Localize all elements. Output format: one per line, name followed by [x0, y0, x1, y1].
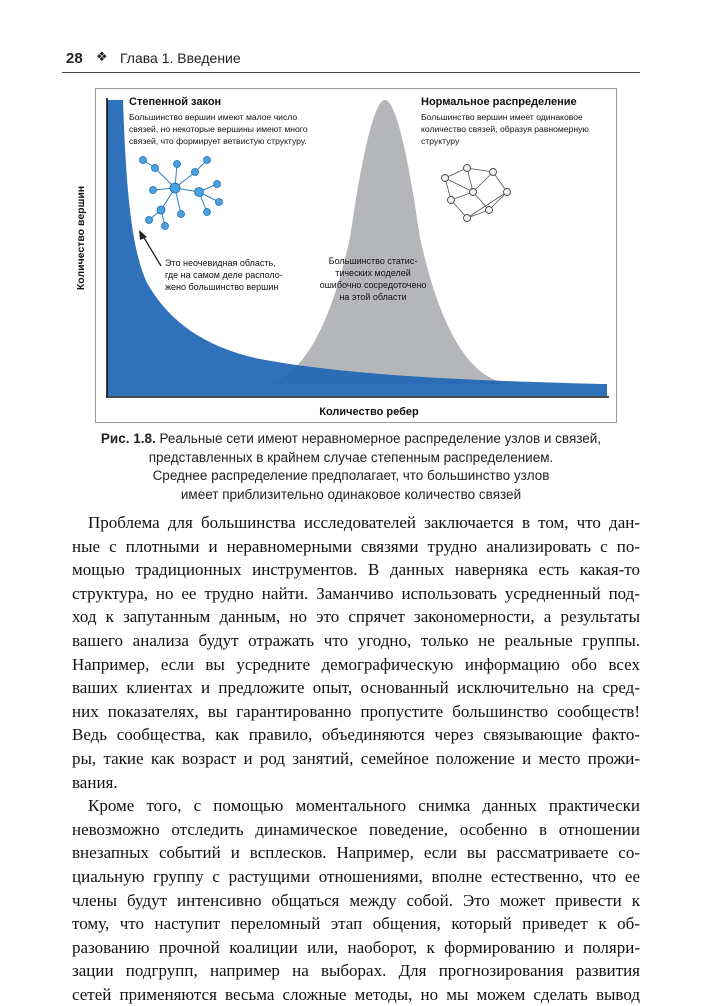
x-axis-label: Количество ребер — [319, 406, 419, 418]
caption-text: Реальные сети имеют неравномерное распределение узлов и связей, — [159, 431, 602, 446]
caption-line: Среднее распределение предполагает, что большинство узлов — [152, 468, 550, 483]
text-line: члены будут интенсивно общаться между собой. Это может привести к — [72, 890, 640, 910]
annotation-left-3: жено большинство вершин — [165, 282, 279, 292]
annotation-center-4: на этой области — [339, 292, 407, 302]
figure-chart — [75, 88, 617, 423]
power-law-desc-1: Большинство вершин имеют малое число — [129, 112, 298, 122]
text-line: зации подгрупп, например на выборах. Для прогнозирования развития — [72, 961, 640, 981]
text-line: ваших клиентах и предложите опыт, основанный исключительно на сред- — [72, 678, 640, 698]
normal-dist-desc-3: структуру — [421, 136, 460, 146]
text-line: ры, такие как возраст и род занятий, семейное положение и место прожи- — [72, 748, 640, 768]
text-line: Например, если вы усредните демографическую информацию обо всех — [72, 654, 640, 674]
page-number: 28 — [66, 50, 83, 67]
text-line: них показателях, вы гарантированно пропустите большинство сообществ! — [72, 701, 640, 721]
text-line: Проблема для большинства исследователей заключается в том, что дан- — [88, 513, 640, 532]
text-line: невозможно отследить динамическое поведение, особенно в отношении — [72, 819, 640, 839]
annotation-center-3: ошибочно сосредоточено — [319, 280, 427, 290]
paragraph-2 — [72, 794, 640, 1006]
power-law-title: Степенной закон — [129, 96, 222, 108]
text-line: сетей применяются весьма сложные методы, но мы можем сделать вывод — [72, 984, 640, 1004]
text-line: разованию прочной коалиции или, наоборот, к формированию и поляри- — [72, 937, 640, 957]
y-axis-label: Количество вершин — [75, 185, 87, 291]
caption-line: представленных в крайнем случае степенным распределением. — [148, 449, 554, 465]
annotation-center-2: тических моделей — [335, 268, 411, 278]
annotation-left-2: где на самом деле располо- — [165, 270, 283, 280]
page-header — [62, 48, 640, 73]
text-line: мощью традиционных инструментов. В данных наверняка есть какая-то — [72, 560, 640, 580]
normal-dist-desc-1: Большинство вершин имеет одинаковое — [421, 112, 583, 122]
text-line: внезапных событий и всплесков. Например, если вы рассматриваете со- — [72, 843, 640, 863]
text-line: вашего анализа будут отражать что угодно, только не реальные группы. — [72, 630, 640, 650]
annotation-left-1: Это неочевидная область, — [165, 258, 276, 268]
body-text — [72, 511, 640, 1006]
power-law-desc-3: связей, что формирует ветвистую структуру. — [129, 136, 307, 146]
normal-dist-title: Нормальное распределение — [421, 96, 577, 108]
normal-dist-desc-2: количество связей, образуя равномерную — [421, 124, 589, 134]
text-line: вания. — [72, 772, 118, 792]
annotation-center-1: Большинство статис- — [328, 256, 418, 266]
text-line: тому, что наступит переломный этап общения, который приведет к об- — [72, 914, 640, 934]
text-line: циальную группу с растущими отношениями, вполне естественно, что ее — [72, 866, 640, 886]
chapter-title: Глава 1. Введение — [120, 50, 241, 66]
diamond-ornament-icon: ❖ — [96, 49, 108, 64]
paragraph-1 — [72, 511, 640, 794]
text-line: Кроме того, с помощью моментального снимка данных практически — [88, 796, 640, 816]
text-line: структура, но ее трудно найти. Заманчиво использовать усредненный под- — [72, 583, 640, 603]
text-line: Ведь сообщества, как правило, объединяются через связывающие факто- — [72, 725, 640, 745]
figure-caption — [72, 430, 630, 504]
caption-label: Рис. 1.8. — [100, 431, 156, 446]
power-law-desc-2: связей, но некоторые вершины имеют много — [129, 124, 308, 134]
caption-line — [72, 430, 630, 449]
text-line: ные с плотными и неравномерными связями трудно анализировать с по- — [72, 536, 640, 556]
text-line: ход к запутанным данным, но это спрячет закономерности, а результаты — [72, 607, 640, 627]
caption-line: имеет приблизительно одинаковое количество связей — [180, 486, 522, 502]
figure-1-8 — [75, 88, 617, 423]
